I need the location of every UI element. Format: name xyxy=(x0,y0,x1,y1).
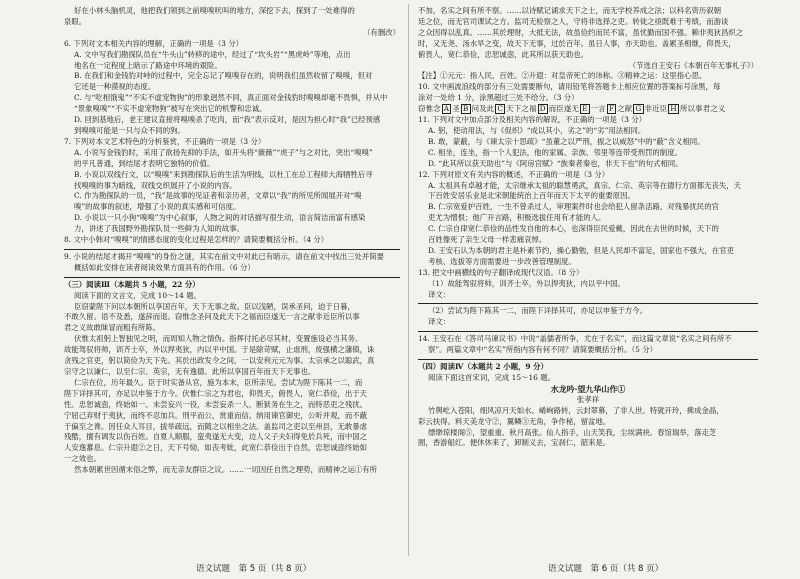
q10-segment: 圣 xyxy=(452,104,460,114)
q6-option-d-cont: 到嗅嗅可能是一只与众不同的狗。 xyxy=(74,125,185,135)
q12-option-b: B. 仁宗宽爱护百姓，一生不曾杀过人，审理案件时也会给犯人留条活路，对残暴扰民的官 xyxy=(428,202,719,212)
question-9-stem-cont: 概括如此安排在读者阅读效果方面具有的作用。（6 分） xyxy=(74,262,255,272)
q10-box-d[interactable]: D xyxy=(539,104,546,114)
q10-segment: 窃惟念 xyxy=(418,104,441,114)
q13-translation-label xyxy=(418,290,758,301)
story-line: 泉眼。 xyxy=(64,16,87,26)
q6-option-c-cont: “景象嗅嗅”“不实不虚宠物狗”被写在突出它的机警和忠诚。 xyxy=(74,104,267,114)
passage-line: 性。忠恕诚悫，终始如一。未尝妄兴一役，未尝妄杀一人，断狱务在生之，而特恶吏之残扰。 xyxy=(64,399,368,409)
passage-line: 君之义故敢昧冒而粗有所陈。 xyxy=(64,323,161,333)
section-4-title: （四）阅读Ⅳ（本题共 2 小题，9 分） xyxy=(418,362,548,372)
q12-option-c-cont: 百姓像死了亲生父母一样悲痛哀悼。 xyxy=(428,235,547,245)
q13-sentence-1: （1）故能驾驭将帅，训齐士卒，外以捍夷狄，内以平中国。 xyxy=(428,278,625,288)
page-footer-left: 语文试题 第 5 页（共 8 页） xyxy=(196,564,312,574)
answer-line[interactable] xyxy=(418,331,758,332)
passage-line: 陛下详择其可，亦足以申鉴于方今。伏惟仁宗之为君也，仰畏天，俯畏人，宽仁恭俭，出于天 xyxy=(64,388,368,398)
question-14-stem: 14. 王安石在《答司马谏议书》中说“盖儒者所争，尤在于名实”，而这篇文章说“名实之间有所不 xyxy=(418,334,732,344)
q10-segment: 问及此 xyxy=(471,104,495,114)
question-9-stem: 9. 小说的结尾才揭开“嗅嗅”的身份之谜，其实在前文中对此已有暗示，请在前文中找出三处并简要 xyxy=(64,251,384,261)
q7-option-a: A. 小说写金钱豹时，采用了欲扬先抑的手法，如开头将“薇薇”“虎子”与之对比，突出“嗅嗅” xyxy=(74,147,373,157)
answer-line[interactable] xyxy=(418,359,758,360)
q6-option-b: B. 在我们和金钱豹对峙的过程中，完全忘记了嗅嗅存在的，说明我们虽然收留了嗅嗅，但对 xyxy=(74,71,373,81)
q12-option-d-cont: 考核、选拔等方面需要进一步改善管理制度。 xyxy=(428,256,576,266)
translation-label: 译文： xyxy=(428,289,451,299)
question-8-stem: 8. 文中小韩对“嗅嗅”的情感态度的变化过程是怎样的？请简要概括分析。（4 分） xyxy=(64,235,329,245)
poem-line: 囿，香游船红。便休休来了，卸制义去，宝刹仁，韶来是。 xyxy=(418,438,611,448)
q10-box-b[interactable]: B xyxy=(462,104,469,114)
passage-line: 人安逸蕃息。仁宗升遐②之日，天下号恸，如丧考妣，此宽仁恭俭出于自然，忠恕诚悫终始如 xyxy=(64,443,368,453)
passage-line: 不加，名实之间有所不察。……以诗赋记诵求天下之士，而无学校养成之法；以科名资历叙朝 xyxy=(418,6,722,15)
passage-line: 然本朝累世因循末俗之弊，而无亲友群臣之议。……一切因任自然之理势，而精神之运①有所 xyxy=(74,465,378,475)
q7-option-b: B. 小说以双线行文，以“嗅嗅”来到勘探队后的生活为明线，以杜工在总工程师大海牺牲后寻 xyxy=(74,169,373,179)
q7-option-b-cont: 找嗅嗅的事为暗线，双线交织展开了小说的内容。 xyxy=(74,180,237,190)
q12-option-b-cont: 吏尤为憎恨；他广开言路，积极选拔任用有才能的人。 xyxy=(428,213,606,223)
poem-line: 彩云扶得。料天美龙守②，翼鳞③无角，争作秘，留盆地。 xyxy=(418,416,611,426)
passage-line: 臣窃蒙陛下问以本朝所以享国百年，天下无事之故。臣以浅陋，误承圣问，迫于日暮， xyxy=(74,301,355,311)
q6-option-c: C. 与“吃相饿鬼”“不实不虚宠物狗”的形象迥然不同，真正面对金钱豹时嗅嗅却毫不畏惧，并从中 xyxy=(74,93,388,103)
q11-option-d: D. “此其所以获天助也”与《阿房宫赋》“族秦者秦也，非天下也”的句式相同。 xyxy=(428,158,683,168)
q12-option-c: C. 仁宗自律宽仁恭俭的品性发自他的本心，也深得臣民爱戴，因此在去世的时候，天下的 xyxy=(428,224,719,234)
passage-line: 残酷，擅有调发以伤百姓。自夏人顺服，蛮夷遂无大变，边人父子夫妇得免於兵死，而中国之 xyxy=(64,432,368,442)
q10-segment: 之献 xyxy=(617,104,633,114)
section-3-title: （三）阅读Ⅲ（本题共 5 小题，22 分） xyxy=(64,279,200,289)
q13-translation-label xyxy=(418,317,758,328)
q10-box-h[interactable]: H xyxy=(670,104,677,114)
q10-box-e[interactable]: E xyxy=(582,104,588,114)
passage-line: 仁宗在位，历年最久。臣于时实备从官，施为本末，臣所亲见。尝试为陛下陈其一二，而 xyxy=(74,377,363,387)
page-gutter xyxy=(408,4,409,556)
passage-line: 时，又无尧、汤水旱之变，故天下无事，过於百年。虽日人事，亦天助也。盖累圣相继，仰畏天， xyxy=(418,38,736,48)
answer-line[interactable] xyxy=(418,303,758,304)
passage-line: 廷之位，而无官司课试之方。监司无检察之人，守将非选择之吏。转徙之亟既难于考绩，而游谈 xyxy=(418,16,729,26)
poem-title: 水龙吟·望九华山作① xyxy=(550,383,626,394)
passage-line: 于偏至之谗。因任众人耳目，拔举疏远，而随之以相坐之法。盖监司之吏以至州县，无敢暴虐 xyxy=(64,421,368,431)
passage-line: 宁屈己弃财于夷狄，而终不忍加兵。刑平而公，赏重而信。纳用谏官御史，公听并观，而不蔽 xyxy=(64,410,368,420)
passage-line: 贪残之官吏，躬以简俭为天下先。其於出政发令之间，一以安利元元为事。太宗承之以聪武，真 xyxy=(64,356,375,366)
q6-option-a: A. 文中写我们勘探队员在“牛头山”转移的途中，经过了“坎头岩”“黑虎岭”等地，点出 xyxy=(74,49,351,59)
question-10-stem: 10. 文中画波浪线的部分有三处需要断句，请用铅笔将答题卡上相应位置的答案标号涂黑，每 xyxy=(418,82,721,92)
q10-box-g[interactable]: G xyxy=(635,104,642,114)
question-12-stem: 12. 下列对原文有关内容的概述，不正确的一项是（3 分） xyxy=(418,169,610,179)
answer-divider xyxy=(64,249,400,250)
q10-segment: 所以事君之义 xyxy=(679,104,726,114)
q13-sentence-2: （2）尝试为陛下陈其一二，而陛下详择其可，亦足以申鉴于方今。 xyxy=(428,306,648,316)
q10-box-f[interactable]: F xyxy=(608,104,615,114)
passage-line: 之众因得以乱真。……其於理财，大抵无法，故虽俭约而民不富，虽忧勤而国不强。赖非夷狄昌炽之 xyxy=(418,27,744,37)
passage-line: 宗守之以谦仁，以至仁宗、英宗，无有逸德。此所以享国百年而天下无事也。 xyxy=(64,367,316,376)
poem-line: 竹舆屹入苍阳，细风凉月天如水。崤峋路转，云封翠幕，了非人世。特就开玲，拂成金晶， xyxy=(428,405,724,415)
answer-divider xyxy=(64,277,400,278)
q12-option-a-cont: 下百姓安居乐业是北宋朝能统治上百年而天下太平的重要原因。 xyxy=(428,191,635,201)
q7-option-d-cont: 力，讲述了我国野外勘探队员一些鲜为人知的故事。 xyxy=(74,224,244,234)
q6-option-b-cont: 它还是一种漠视的态度。 xyxy=(74,82,156,92)
q6-option-a-cont: 地名在一定程度上暗示了路途中环境的艰险。 xyxy=(74,60,222,70)
story-line: 好在小林头脑机灵，他把我们领到之前嗅嗅吠叫的地方，深挖下去，探到了一处难得的 xyxy=(74,6,355,15)
q12-option-d: D. 王安石认为本朝的君主是朴素节约，操心勤勉，但是人民却不富足，国家也不强大，在官吏 xyxy=(428,245,734,255)
q7-option-c-cont: 嗅”的故事的叙述，增强了小说的真实感和可信度。 xyxy=(74,202,241,212)
q10-box-c[interactable]: C xyxy=(497,104,504,114)
poem-line: 缥缈琼楼阁⑤，望重重、秋月高张。仙人指手，山天笑我，尘埃满袂。春馆瑞举，落走芝 xyxy=(428,427,717,437)
q6-option-d: D. 回到基地后，老王建议直接将嗅嗅杀了吃肉，而“我”表示反对，是因为担心时“我”已经预感 xyxy=(74,115,381,125)
passage-line: 不敢久留。语不及悉，遂辞而退。窃惟念圣问及此天下之福而臣遂无一言之献非近臣所以事 xyxy=(64,312,360,322)
section-3-intro: 阅读下面的文言文，完成 10～14 题。 xyxy=(74,290,201,300)
right-page xyxy=(418,6,758,449)
translation-label: 译文： xyxy=(428,317,451,327)
passage-notes: 【注】①元元：指人民，百姓。②升遐：对皇帝死亡的讳称。③精神之运：这里指心思。 xyxy=(418,71,707,81)
q11-option-c: C. 相坐，连坐，指一个人犯法，他的家属、亲族、邻里等连带受刑罚的制度。 xyxy=(428,147,682,157)
passage-source: （节选自王安石《本朝百年无事札子》） xyxy=(628,60,758,70)
page-footer-right: 语文试题 第 6 页（共 8 页） xyxy=(548,564,664,574)
q10-box-a[interactable]: A xyxy=(443,104,450,114)
question-10-stem-cont: 涂对一处给 1 分，涂黑超过三处不给分。（3 分） xyxy=(418,93,579,103)
left-page xyxy=(64,6,400,476)
section-4-intro: 阅读下面这首宋词，完成 15～16 题。 xyxy=(428,373,555,382)
question-14-stem-cont: 察”。两篇文章中“名实”所指内容有何不同？请简要概括分析。（5 分） xyxy=(428,345,658,355)
passage-line: 故能驾驭将帅，训齐士卒，外以捍夷狄，内以平中国。于是除苛赋，止虐刑，废强横之藩镇，诛 xyxy=(64,345,375,355)
q12-option-a: A. 太祖具有卓越才能，太宗继承太祖的聪慧勇武，真宗、仁宗、英宗等在德行方面都无丧失，天 xyxy=(428,180,742,190)
source-note: （有删改） xyxy=(363,27,400,37)
q11-option-b: B. 敢，蒙蔽，与《谏太宗十思疏》“虽董之以严刑，振之以威怒”中的“蔽”含义相同。 xyxy=(428,136,705,146)
passage-line: 俯畏人，宽仁恭俭，忠恕诚悫，此其所以获天助也。 xyxy=(418,49,588,59)
question-11-stem: 11. 下列对文中加点部分及相关内容的解说，不正确的一项是（3 分） xyxy=(418,115,647,125)
q10-segment: 而臣遂无 xyxy=(548,104,580,114)
poem-author: 张孝祥 xyxy=(576,394,600,404)
q7-option-c: C. 作为勘探队的一员，“我”是故事的见证者和亲历者，文章以“我”的所见所闻展开对“嗅 xyxy=(74,191,362,201)
q7-option-a-cont: 的平凡普通，到结尾才表明它独特的价值。 xyxy=(74,158,215,168)
question-7-stem: 7. 下列对本文艺术特色的分析鉴赏，不正确的一项是（3 分） xyxy=(64,136,266,146)
question-13-stem: 13. 把文中画横线的句子翻译成现代汉语。（8 分） xyxy=(418,267,584,277)
q10-punctuation-options xyxy=(418,104,758,115)
q7-option-d: D. 小说以一只小狗“嗅嗅”为中心叙事，人物之间的对话描写很生动，语言简洁而富有感染 xyxy=(74,213,366,223)
q10-segment: 天下之福 xyxy=(506,104,537,114)
passage-line: 一之效也。 xyxy=(64,454,101,464)
q11-option-a: A. 躬，使动用法，与《促织》“成以其小，劣之”的“劣”用法相同。 xyxy=(428,125,646,135)
passage-line: 伏惟太祖躬上智独见之明，而周知人物之情伪。指挥付托必尽其材，变置施设必当其务。 xyxy=(74,334,363,344)
q10-segment: 一言 xyxy=(590,104,606,114)
q10-segment: 非近臣 xyxy=(644,104,668,114)
question-6-stem: 6. 下列对文本相关内容的理解，正确的一项是（3 分） xyxy=(64,38,244,48)
